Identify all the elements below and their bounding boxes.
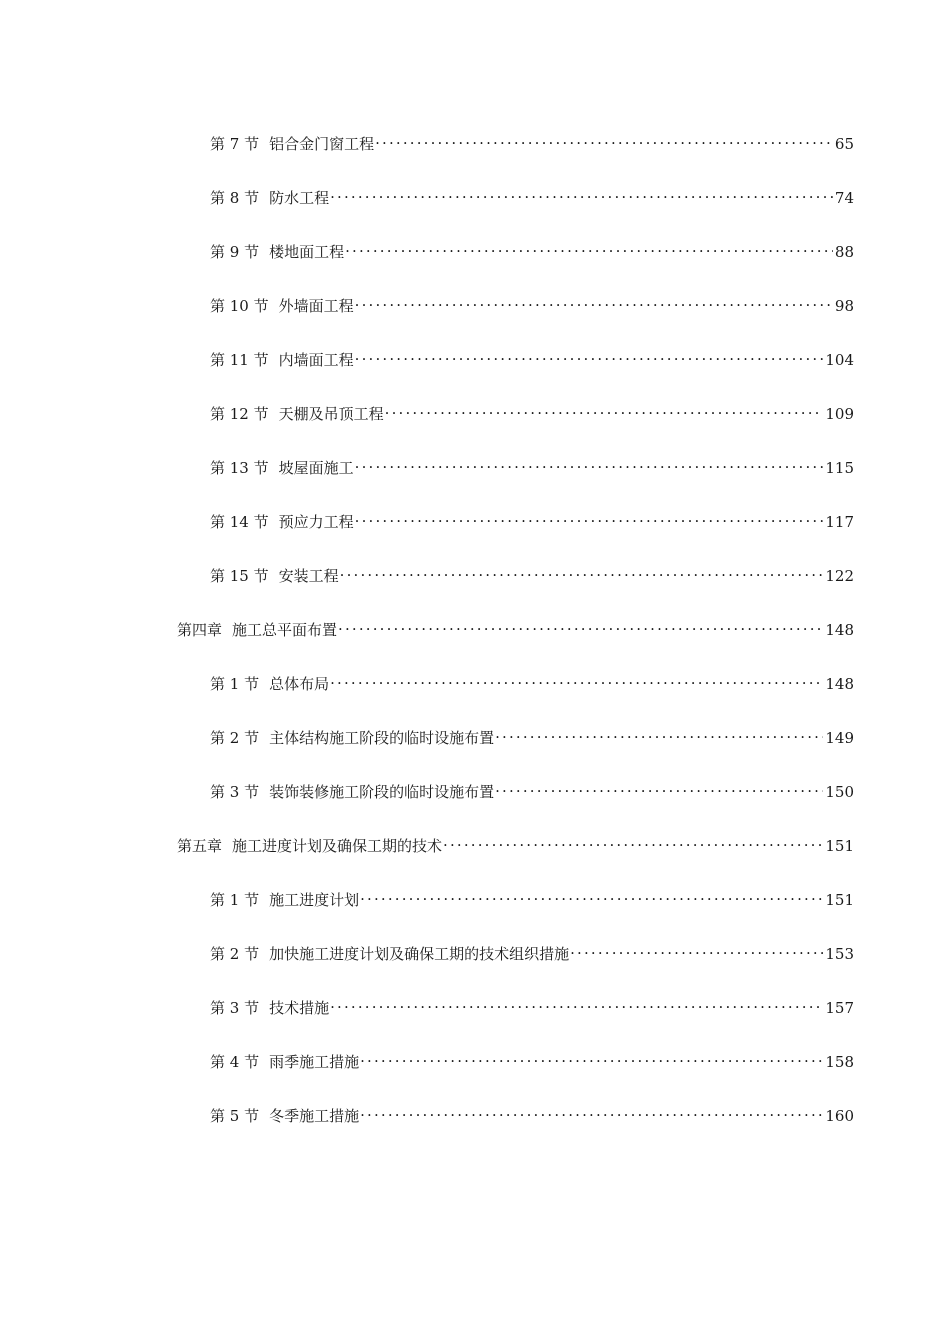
- toc-entry[interactable]: [210, 183, 854, 207]
- toc-entry-page: 117: [825, 513, 854, 531]
- toc-dot-leader: [355, 345, 824, 365]
- toc-entry-title: 铝合金门窗工程: [269, 135, 375, 153]
- toc-entry-page: 88: [834, 243, 854, 261]
- toc-entry-number: 第 11 节: [210, 351, 269, 369]
- toc-entry-title: 技术措施: [269, 999, 330, 1017]
- toc-entry[interactable]: [210, 885, 854, 909]
- toc-chapter-entry[interactable]: [177, 615, 854, 639]
- toc-entry[interactable]: [210, 237, 854, 261]
- toc-entry-page: 151: [825, 837, 854, 855]
- toc-entry-page: 104: [825, 351, 854, 369]
- toc-entry-title: 施工进度计划及确保工期的技术: [232, 837, 443, 855]
- toc-dot-leader: [355, 453, 824, 473]
- toc-chapter-entry[interactable]: [177, 831, 854, 855]
- toc-entry-title: 冬季施工措施: [269, 1107, 360, 1125]
- toc-entry-page: 148: [825, 621, 854, 639]
- toc-entry-number: 第 7 节: [210, 135, 260, 153]
- toc-entry-title: 内墙面工程: [278, 351, 354, 369]
- toc-entry-title: 坡屋面施工: [278, 459, 354, 477]
- toc-entry-number: 第 2 节: [210, 945, 260, 963]
- toc-entry-page: 160: [825, 1107, 854, 1125]
- toc-entry-number: 第 1 节: [210, 675, 260, 693]
- toc-dot-leader: [360, 885, 823, 905]
- toc-entry-title: 主体结构施工阶段的临时设施布置: [269, 729, 495, 747]
- toc-entry-number: 第 9 节: [210, 243, 260, 261]
- toc-dot-leader: [330, 183, 833, 203]
- toc-entry-number: 第 8 节: [210, 189, 260, 207]
- toc-entry-title: 装饰装修施工阶段的临时设施布置: [269, 783, 495, 801]
- toc-entry[interactable]: [210, 345, 854, 369]
- toc-dot-leader: [495, 723, 823, 743]
- toc-entry-page: 150: [825, 783, 854, 801]
- toc-entry-title: 安装工程: [278, 567, 339, 585]
- toc-entry-title: 施工总平面布置: [232, 621, 338, 639]
- toc-entry-title: 施工进度计划: [269, 891, 360, 909]
- toc-entry-number: 第 2 节: [210, 729, 260, 747]
- toc-dot-leader: [355, 291, 833, 311]
- toc-entry-title: 雨季施工措施: [269, 1053, 360, 1071]
- toc-entry[interactable]: [210, 129, 854, 153]
- toc-entry[interactable]: [210, 291, 854, 315]
- toc-entry-page: 151: [825, 891, 854, 909]
- toc-dot-leader: [330, 993, 823, 1013]
- toc-dot-leader: [355, 507, 824, 527]
- toc-entry-number: 第 3 节: [210, 783, 260, 801]
- toc-entry-number: 第 10 节: [210, 297, 269, 315]
- toc-entry-page: 158: [825, 1053, 854, 1071]
- toc-entry-number: 第 1 节: [210, 891, 260, 909]
- toc-entry-page: 115: [825, 459, 854, 477]
- toc-entry[interactable]: [210, 993, 854, 1017]
- toc-entry-page: 122: [825, 567, 854, 585]
- toc-dot-leader: [375, 129, 833, 149]
- toc-entry-page: 149: [825, 729, 854, 747]
- toc-entry-title: 楼地面工程: [269, 243, 345, 261]
- toc-entry-page: 98: [834, 297, 854, 315]
- toc-entry-page: 157: [825, 999, 854, 1017]
- toc-entry-number: 第 5 节: [210, 1107, 260, 1125]
- toc-dot-leader: [340, 561, 824, 581]
- toc-entry-page: 74: [834, 189, 854, 207]
- toc-entry-number: 第四章: [177, 621, 223, 639]
- toc-entry[interactable]: [210, 399, 854, 423]
- toc-dot-leader: [345, 237, 833, 257]
- toc-entry-title: 预应力工程: [278, 513, 354, 531]
- toc-entry[interactable]: [210, 669, 854, 693]
- toc-entry-page: 153: [825, 945, 854, 963]
- toc-dot-leader: [338, 615, 823, 635]
- toc-entry-number: 第五章: [177, 837, 223, 855]
- toc-dot-leader: [360, 1101, 823, 1121]
- toc-entry-page: 148: [825, 675, 854, 693]
- toc-entry-number: 第 14 节: [210, 513, 269, 531]
- toc-entry-number: 第 13 节: [210, 459, 269, 477]
- toc-entry-page: 65: [834, 135, 854, 153]
- toc-entry[interactable]: [210, 777, 854, 801]
- toc-entry[interactable]: [210, 1047, 854, 1071]
- toc-entry[interactable]: [210, 939, 854, 963]
- toc-dot-leader: [385, 399, 824, 419]
- toc-dot-leader: [360, 1047, 823, 1067]
- toc-entry[interactable]: [210, 453, 854, 477]
- toc-entry[interactable]: [210, 561, 854, 585]
- toc-entry-number: 第 3 节: [210, 999, 260, 1017]
- toc-entry[interactable]: [210, 507, 854, 531]
- toc-entry-number: 第 15 节: [210, 567, 269, 585]
- toc-entry-number: 第 12 节: [210, 405, 269, 423]
- toc-dot-leader: [443, 831, 823, 851]
- toc-dot-leader: [570, 939, 823, 959]
- toc-entry-title: 总体布局: [269, 675, 330, 693]
- toc-entry-page: 109: [825, 405, 854, 423]
- toc-entry-title: 天棚及吊顶工程: [278, 405, 384, 423]
- toc-entry-title: 防水工程: [269, 189, 330, 207]
- toc-entry-title: 外墙面工程: [278, 297, 354, 315]
- toc-entry-number: 第 4 节: [210, 1053, 260, 1071]
- toc-entry[interactable]: [210, 723, 854, 747]
- toc-entry-title: 加快施工进度计划及确保工期的技术组织措施: [269, 945, 570, 963]
- toc-dot-leader: [495, 777, 823, 797]
- toc-entry[interactable]: [210, 1101, 854, 1125]
- toc-dot-leader: [330, 669, 823, 689]
